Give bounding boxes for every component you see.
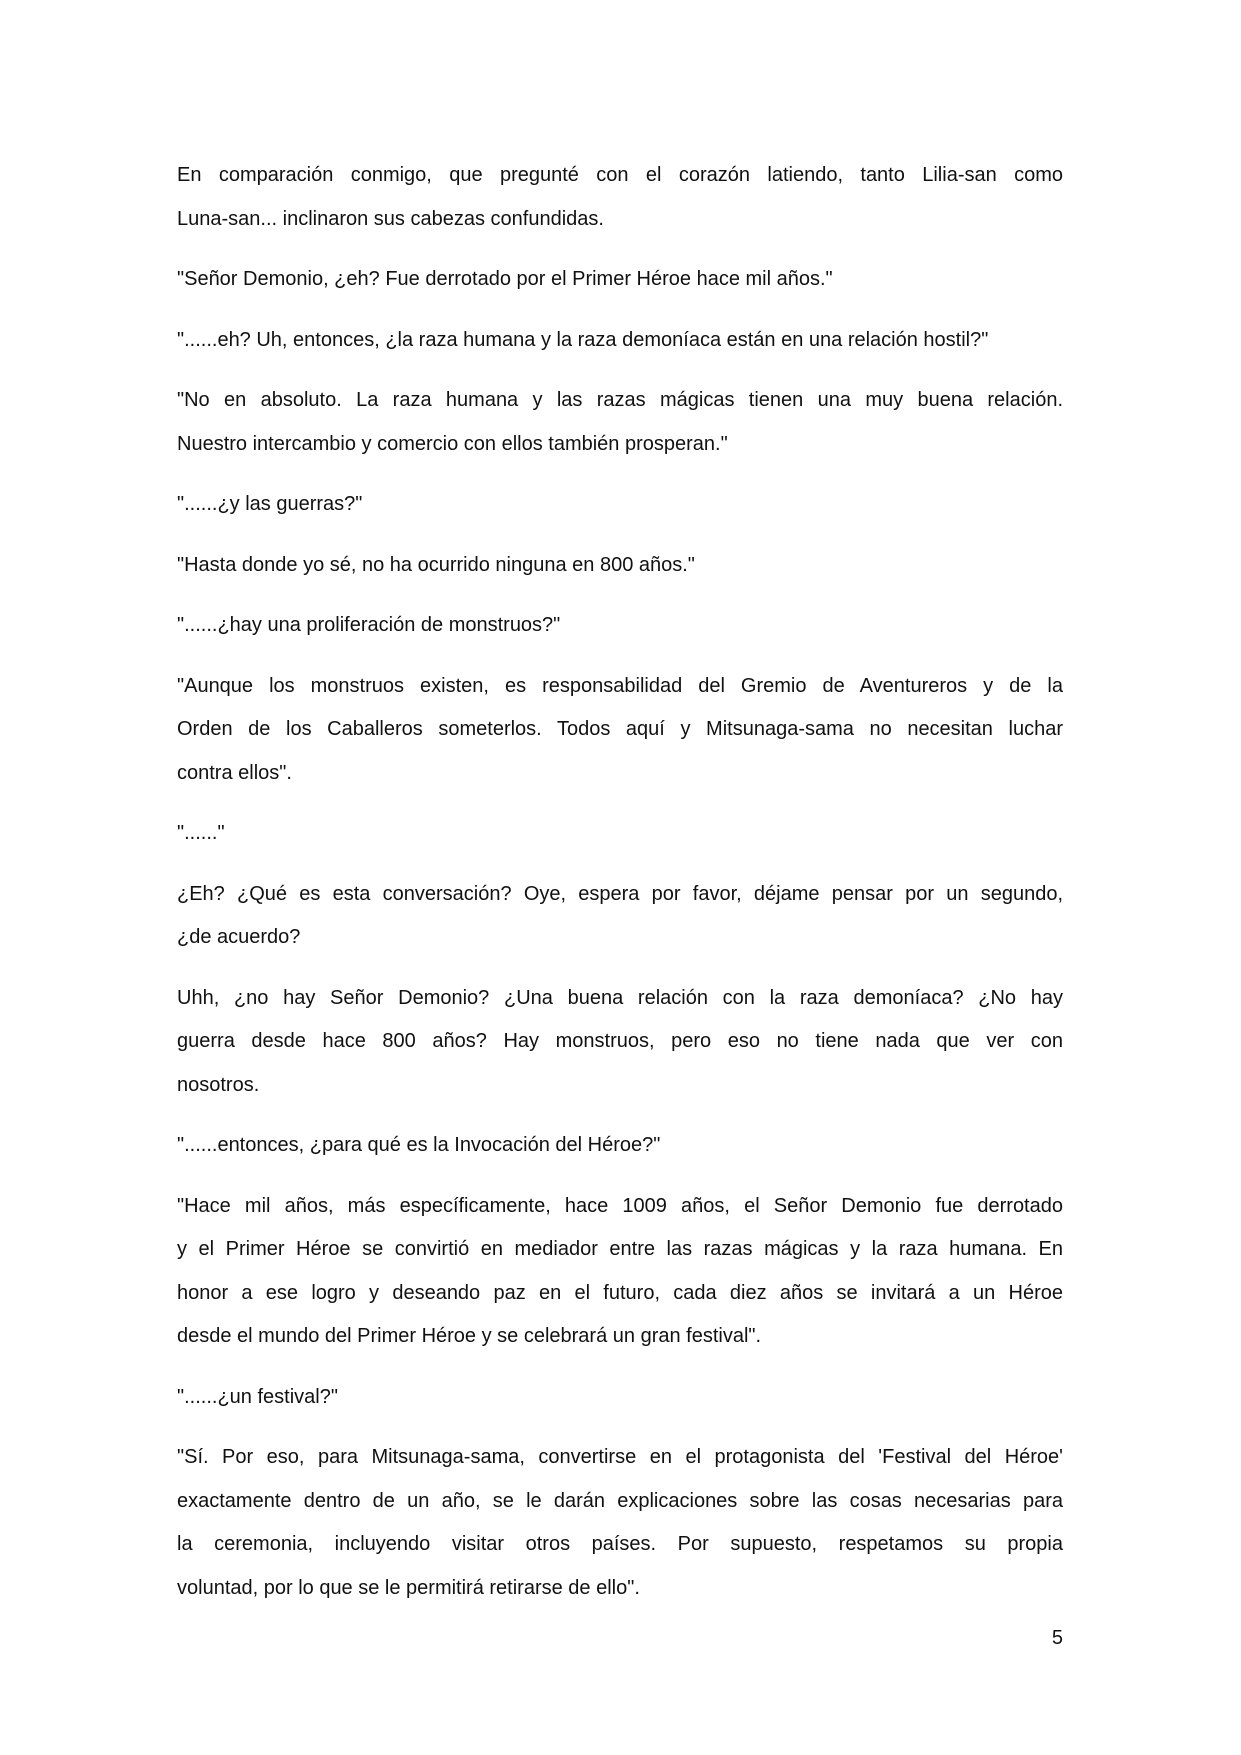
text-line: guerra desde hace 800 años? Hay monstruos, pero eso no tiene nada que ver con: [177, 1030, 1063, 1052]
text-line: nosotros.: [177, 1073, 260, 1096]
text-line: "......¿un festival?": [177, 1385, 338, 1408]
text-line: "Señor Demonio, ¿eh? Fue derrotado por el Primer Héroe hace mil años.": [177, 268, 833, 290]
text-line: Uhh, ¿no hay Señor Demonio? ¿Una buena relación con la raza demoníaca? ¿No hay: [177, 986, 1063, 1009]
text-line: "Hace mil años, más específicamente, hace 1009 años, el Señor Demonio fue derrotado: [177, 1194, 1063, 1217]
paragraph: [177, 544, 1063, 588]
text-line: Nuestro intercambio y comercio con ellos también prosperan.": [177, 432, 728, 455]
text-line: En comparación conmigo, que pregunté con el corazón latiendo, tanto Lilia-san como: [177, 164, 1063, 186]
text-line: contra ellos".: [177, 761, 292, 784]
paragraph: [177, 604, 1063, 648]
text-line: "......¿y las guerras?": [177, 493, 363, 515]
paragraph: [177, 1185, 1063, 1359]
text-line: exactamente dentro de un año, se le darán explicaciones sobre las cosas necesarias para: [177, 1489, 1063, 1512]
text-line: "......entonces, ¿para qué es la Invocación del Héroe?": [177, 1134, 661, 1156]
paragraph: [177, 1436, 1063, 1610]
text-line: "No en absoluto. La raza humana y las razas mágicas tienen una muy buena relación.: [177, 389, 1063, 411]
paragraph: [177, 665, 1063, 796]
text-line: desde el mundo del Primer Héroe y se celebrará un gran festival".: [177, 1325, 762, 1347]
text-line: "Hasta donde yo sé, no ha ocurrido ninguna en 800 años.": [177, 553, 695, 576]
paragraph: [177, 154, 1063, 241]
text-line: "......": [177, 822, 225, 844]
text-line: ¿Eh? ¿Qué es esta conversación? Oye, espera por favor, déjame pensar por un segundo,: [177, 882, 1063, 905]
paragraph: [177, 812, 1063, 856]
page-body: [177, 154, 1063, 1627]
text-line: honor a ese logro y deseando paz en el futuro, cada diez años se invitará a un Héroe: [177, 1281, 1063, 1304]
paragraph: [177, 379, 1063, 466]
paragraph: [177, 483, 1063, 527]
text-line: voluntad, por lo que se le permitirá retirarse de ello".: [177, 1576, 640, 1599]
paragraph: [177, 1124, 1063, 1168]
text-line: ¿de acuerdo?: [177, 926, 301, 948]
text-line: "Sí. Por eso, para Mitsunaga-sama, convertirse en el protagonista del 'Festival del Héroe': [177, 1446, 1063, 1468]
text-line: y el Primer Héroe se convirtió en mediador entre las razas mágicas y la raza humana. En: [177, 1238, 1063, 1260]
text-line: "Aunque los monstruos existen, es responsabilidad del Gremio de Aventureros y de la: [177, 674, 1063, 697]
paragraph: [177, 977, 1063, 1108]
text-line: "......eh? Uh, entonces, ¿la raza humana y la raza demoníaca están en una relación hostil?": [177, 328, 989, 351]
text-line: Orden de los Caballeros someterlos. Todos aquí y Mitsunaga-sama no necesitan luchar: [177, 718, 1063, 740]
text-line: "......¿hay una proliferación de monstruos?": [177, 614, 561, 636]
paragraph: [177, 873, 1063, 960]
page-number: 5: [1051, 1627, 1063, 1649]
paragraph: [177, 319, 1063, 363]
paragraph: [177, 1376, 1063, 1420]
text-line: Luna-san... inclinaron sus cabezas confundidas.: [177, 207, 604, 230]
paragraph: [177, 258, 1063, 302]
text-line: la ceremonia, incluyendo visitar otros países. Por supuesto, respetamos su propia: [177, 1533, 1063, 1555]
